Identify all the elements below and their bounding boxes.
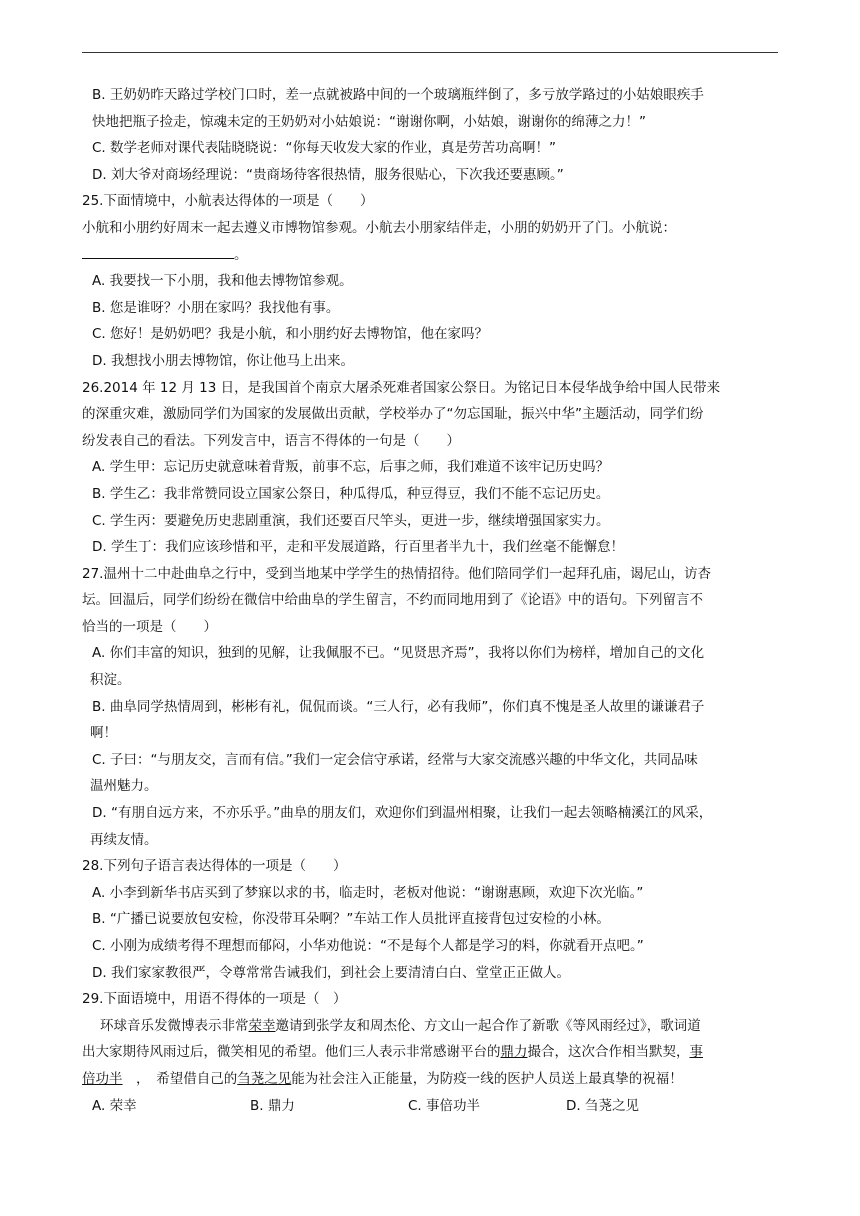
underlined-term: 事 (689, 1044, 703, 1061)
q28-option-c: C. 小刚为成绩考得不理想而郁闷，小华劝他说：“不是每个人都是学习的料，你就看开点吧。” (92, 938, 644, 954)
q27-stem-line2: 坛。回温后，同学们纷纷在微信中给曲阜的学生留言，不约而同地用到了《论语》中的语句。下列留言不 (82, 592, 703, 609)
q25-blank-line (82, 242, 782, 269)
q25-stem: 25.下面情境中，小航表达得体的一项是（ ） (82, 193, 374, 210)
q26-option-b: B. 学生乙：我非常赞同设立国家公祭日，种瓜得瓜，种豆得豆，我们不能不忘记历史。 (92, 485, 610, 502)
q29-passage-line2 (82, 1039, 782, 1066)
passage-text: 出大家期待风雨过后，微笑相见的希望。他们三人表示非常感谢平台的 (82, 1044, 501, 1061)
q27-option-d-line1: D. “有朋自远方来，不亦乐乎。”曲阜的朋友们，欢迎你们到温州相聚，让我们一起去领略楠溪江的风采， (92, 805, 713, 822)
q27-option-d-line2: 再续友情。 (90, 831, 158, 848)
underlined-term: 鼎力 (500, 1044, 528, 1061)
q25-blank-end: 。 (234, 246, 248, 263)
q25-context: 小航和小朋约好周末一起去遵义市博物馆参观。小航去小朋家结伴走，小朋的奶奶开了门。小航说： (82, 219, 676, 236)
q27-stem-line1: 27.温州十二中赴曲阜之行中，受到当地某中学学生的热情招待。他们陪同学们一起拜孔庙，谒尼山，访杏 (82, 565, 711, 582)
underlined-term: 刍荛之见 (237, 1070, 292, 1087)
q28-stem: 28.下列句子语言表达得体的一项是（ ） (82, 858, 347, 875)
q29-option-b: B. 鼎力 (250, 1097, 295, 1114)
answer-blank (82, 244, 234, 259)
q26-stem-line2: 的深重灾难，激励同学们为国家的发展做出贡献，学校举办了“勿忘国耻，振兴中华”主题活动，同学们纷 (82, 406, 704, 423)
q26-option-a: A. 学生甲：忘记历史就意味着背叛，前事不忘，后事之师，我们难道不该牢记历史吗？ (92, 459, 610, 476)
q29-option-c: C. 事倍功半 (408, 1097, 481, 1114)
q29-options (82, 1093, 782, 1120)
passage-text: 环球音乐发微博表示非常 (100, 1017, 249, 1034)
q25-option-d: D. 我想找小朋去博物馆，你让他马上出来。 (92, 352, 354, 369)
q25-option-b: B. 您是谁呀？小朋在家吗？我找他有事。 (92, 299, 340, 316)
q27-option-c-line1: C. 子曰：“与朋友交，言而有信。”我们一定会信守承诺，经常与大家交流感兴趣的中华文化，共同品味 (92, 751, 698, 768)
q29-passage-line3 (82, 1066, 782, 1093)
q27-option-c-line2: 温州魅力。 (90, 778, 158, 795)
q27-stem-line3: 恰当的一项是（ ） (82, 618, 217, 635)
q28-option-b: B. “广播已说要放包安检，你没带耳朵啊？”车站工作人员批评直接背包过安检的小林。 (92, 911, 610, 928)
q27-option-a-line1: A. 你们丰富的知识，独到的见解，让我佩服不已。“见贤思齐焉”，我将以你们为榜样，增加自己的文化 (92, 645, 705, 662)
passage-text: ， 希望借自己的 (122, 1070, 238, 1087)
underlined-term: 倍功半 (82, 1070, 123, 1087)
q24-option-d: D. 刘大爷对商场经理说：“贵商场待客很热情，服务很贴心，下次我还要惠顾。” (92, 166, 564, 183)
q24-option-b-line2: 快地把瓶子捡走，惊魂未定的王奶奶对小姑娘说：“谢谢你啊，小姑娘，谢谢你的绵薄之力！” (92, 113, 646, 130)
q24-option-c: C. 数学老师对课代表陆晓晓说：“你每天收发大家的作业，真是劳苦功高啊！” (92, 140, 556, 157)
q28-option-d: D. 我们家家教很严，令尊常常告诫我们，到社会上要清清白白、堂堂正正做人。 (92, 964, 570, 981)
q26-option-c: C. 学生丙：要避免历史悲剧重演，我们还要百尺竿头，更进一步，继续增强国家实力。 (92, 512, 610, 529)
q26-stem-line1: 26.2014 年 12 月 13 日，是我国首个南京大屠杀死难者国家公祭日。为铭记日本侵华战争给中国人民带来 (82, 379, 721, 396)
q29-stem: 29.下面语境中，用语不得体的一项是（ ） (82, 991, 347, 1008)
q26-stem-line3: 纷发表自己的看法。下列发言中，语言不得体的一句是（ ） (82, 432, 460, 449)
q29-passage-line1 (82, 1013, 782, 1040)
q27-option-a-line2: 积淀。 (90, 672, 131, 689)
header-rule (82, 52, 778, 53)
q25-option-a: A. 我要找一下小朋，我和他去博物馆参观。 (92, 273, 353, 290)
q27-option-b-line1: B. 曲阜同学热情周到，彬彬有礼，侃侃而谈。“三人行，必有我师”，你们真不愧是圣人故里的谦谦君子 (92, 698, 705, 715)
q24-option-b-line1: B. 王奶奶昨天路过学校门口时，差一点就被路中间的一个玻璃瓶绊倒了，多亏放学路过的小姑娘眼疾手 (92, 87, 704, 103)
underlined-term: 荣幸 (248, 1017, 276, 1034)
q29-option-d: D. 刍荛之见 (566, 1097, 639, 1114)
passage-text: 撮合，这次合作相当默契， (527, 1044, 690, 1061)
question-content (82, 82, 782, 1119)
q26-option-d: D. 学生丁：我们应该珍惜和平，走和平发展道路，行百里者半九十，我们丝毫不能懈怠！ (92, 539, 624, 556)
q27-option-b-line2: 啊！ (90, 725, 117, 742)
q29-option-a: A. 荣幸 (92, 1097, 137, 1114)
passage-text: 能为社会注入正能量，为防疫一线的医护人员送上最真挚的祝福！ (291, 1070, 683, 1087)
q25-option-c: C. 您好！是奶奶吧？我是小航，和小朋约好去博物馆，他在家吗？ (92, 326, 489, 343)
q28-option-a: A. 小李到新华书店买到了梦寐以求的书，临走时，老板对他说：“谢谢惠顾，欢迎下次光临。” (92, 884, 644, 901)
passage-text: 邀请到张学友和周杰伦、方文山一起合作了新歌《等风雨经过》，歌词道 (275, 1017, 701, 1034)
